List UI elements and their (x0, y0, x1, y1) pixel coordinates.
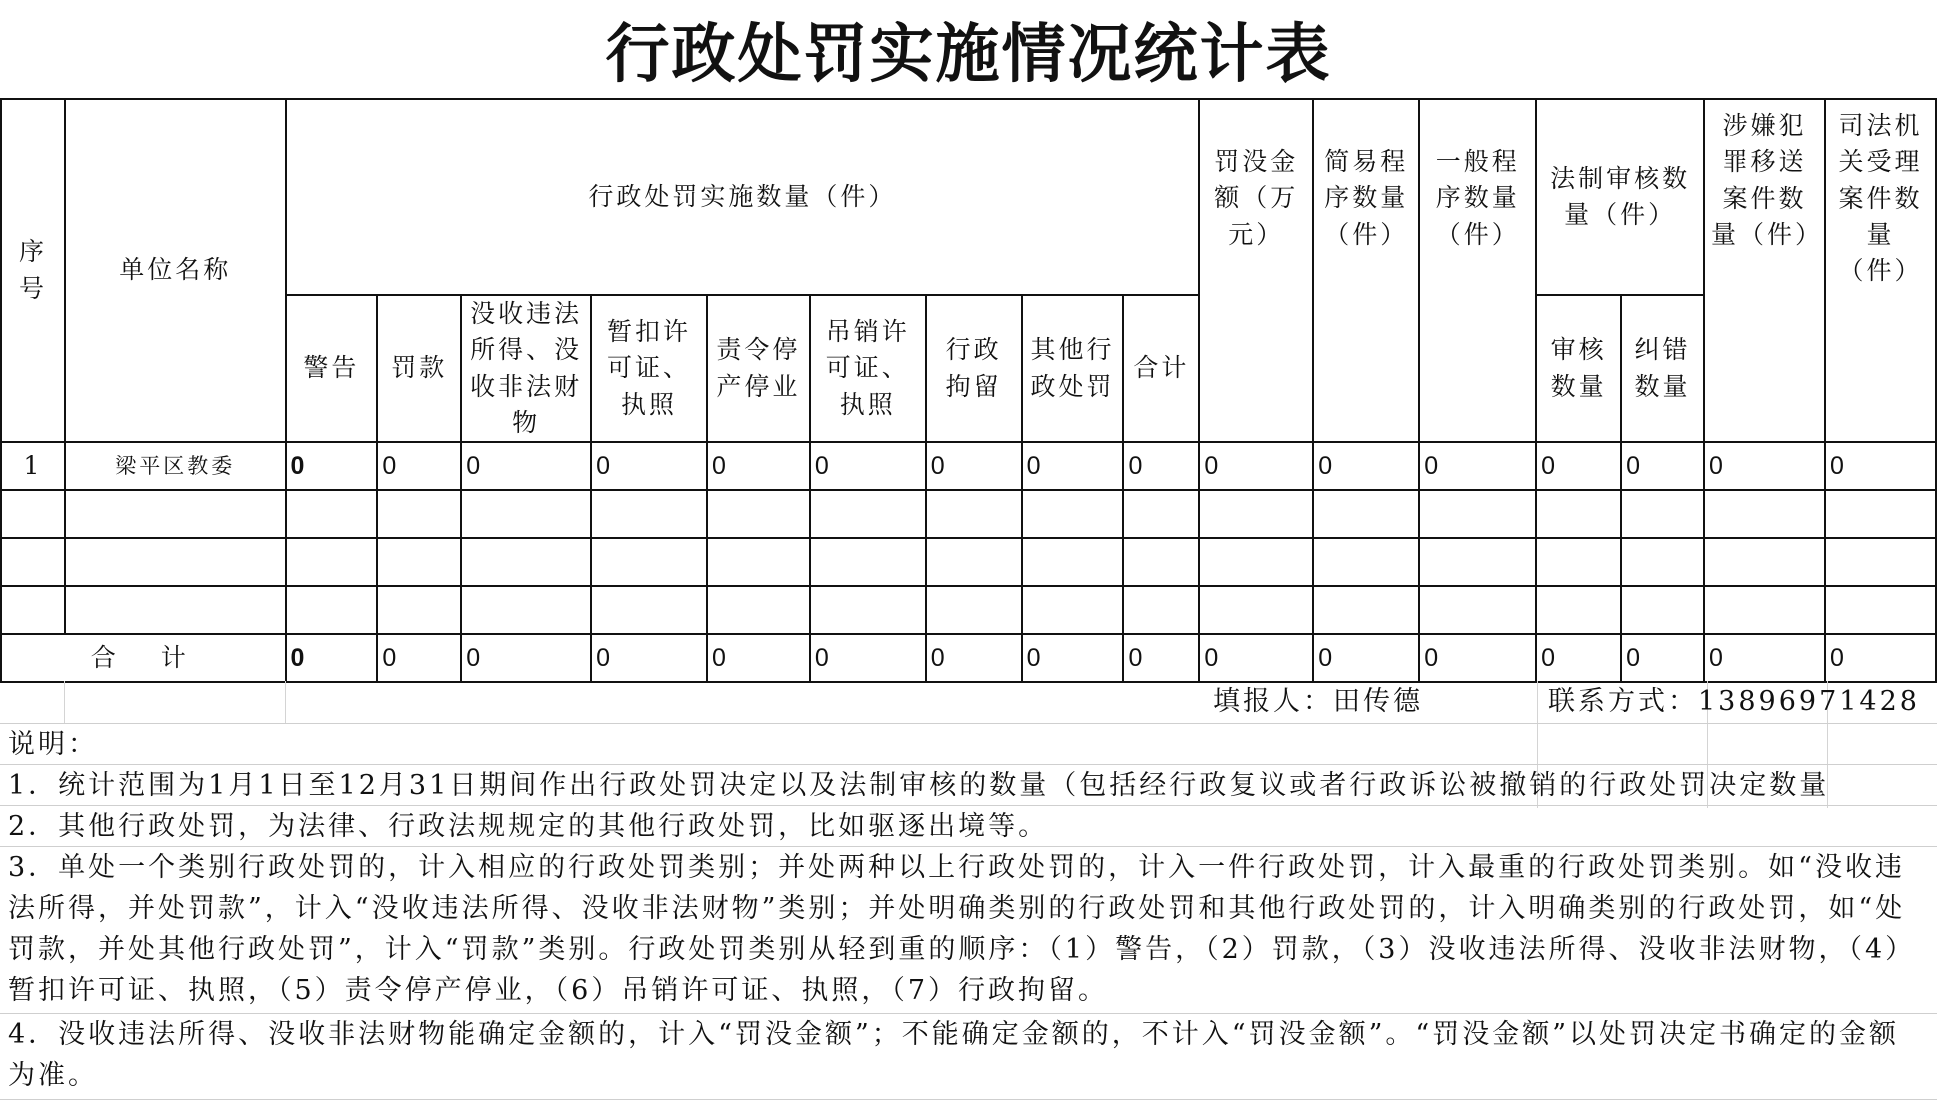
cell-value: 0 (1313, 634, 1419, 682)
cell-value: 0 (1825, 442, 1936, 490)
cell-value: 0 (1313, 442, 1419, 490)
cell-value: 0 (286, 442, 378, 490)
note-3: 3．单处一个类别行政处罚的，计入相应的行政处罚类别；并处两种以上行政处罚的，计入一件行政处罚，计入最重的行政处罚类别。如“没收违法所得，并处罚款”，计入“没收违法所得、没收非法财物”类别；并处明确类别的行政处罚和其他行政处罚的，计入明确类别的行政处罚，如“处罚款，并处其他行政处罚”，计入“罚款”类别。行政处罚类别从轻到重的顺序：（1）警告，（2）罚款，（3）没收违法所得、没收非法财物，（4）暂扣许可证、执照，（5）责令停产停业，（6）吊销许可证、执照，（7）行政拘留。 (8, 852, 1916, 1006)
cell-value: 0 (461, 634, 591, 682)
cell-value: 0 (707, 634, 810, 682)
cell-value: 0 (1621, 442, 1704, 490)
cell-value: 0 (1536, 634, 1621, 682)
header-legal-review: 法制审核数量（件） (1536, 99, 1704, 295)
notes-title-row (0, 724, 1937, 765)
note-2: 2．其他行政处罚，为法律、行政法规规定的其他行政处罚，比如驱逐出境等。 (8, 811, 1049, 842)
cell-value: 0 (810, 442, 926, 490)
note-4: 4．没收违法所得、没收非法财物能确定金额的，计入“罚没金额”；不能确定金额的，不计入“罚没金额”。“罚没金额”以处罚决定书确定的金额为准。 (8, 1019, 1899, 1091)
cell-value: 0 (591, 442, 707, 490)
header-general: 一般程序数量（件） (1419, 99, 1536, 442)
table-row (1, 442, 1936, 490)
page-title: 行政处罚实施情况统计表 (0, 0, 1937, 99)
cell-value: 0 (926, 442, 1022, 490)
footer-notes (0, 681, 1937, 1100)
cell-value: 0 (1199, 442, 1313, 490)
header-other: 其他行政处罚 (1022, 295, 1124, 442)
note-row (0, 806, 1937, 847)
cell-value: 0 (591, 634, 707, 682)
header-order: 责令停产停业 (707, 295, 810, 442)
header-count-group: 行政处罚实施数量（件） (286, 99, 1200, 295)
note-1: 1．统计范围为1月1日至12月31日期间作出行政处罚决定以及法制审核的数量（包括经行政复议或者行政诉讼被撤销的行政处罚决定数量 (8, 770, 1830, 801)
cell-value: 0 (1536, 442, 1621, 490)
cell-value: 0 (286, 634, 378, 682)
table-row-total (1, 634, 1936, 682)
row1-unit: 梁平区教委 (65, 442, 286, 490)
cell-value: 0 (1704, 442, 1825, 490)
header-revoke: 吊销许可证、执照 (810, 295, 926, 442)
cell-value: 0 (1123, 442, 1199, 490)
header-confiscate: 没收违法所得、没收非法财物 (461, 295, 591, 442)
statistics-table (0, 98, 1937, 683)
table-row-empty (1, 586, 1936, 634)
total-label: 合 计 (1, 634, 286, 682)
header-suspend: 暂扣许可证、执照 (591, 295, 707, 442)
note-row (0, 765, 1937, 806)
cell-value: 0 (1199, 634, 1313, 682)
cell-value: 0 (810, 634, 926, 682)
cell-value: 0 (1022, 634, 1124, 682)
note-row (0, 1014, 1937, 1100)
header-crime: 涉嫌犯罪移送案件数量（件） (1704, 99, 1825, 442)
cell-value: 0 (1419, 634, 1536, 682)
table-row-empty (1, 538, 1936, 586)
header-detain: 行政拘留 (926, 295, 1022, 442)
header-unit: 单位名称 (65, 99, 286, 442)
header-seq: 序号 (1, 99, 65, 442)
header-judicial: 司法机关受理案件数量（件） (1825, 99, 1936, 442)
notes-title: 说明： (8, 729, 98, 760)
cell-value: 0 (1419, 442, 1536, 490)
cell-value: 0 (377, 634, 461, 682)
cell-value: 0 (461, 442, 591, 490)
cell-value: 0 (1825, 634, 1936, 682)
row1-seq: 1 (1, 442, 65, 490)
cell-value: 0 (926, 634, 1022, 682)
table-row-empty (1, 490, 1936, 538)
header-correct-count: 纠错数量 (1621, 295, 1704, 442)
cell-value: 0 (377, 442, 461, 490)
cell-value: 0 (1704, 634, 1825, 682)
contact-info: 联系方式：13896971428 (1548, 686, 1920, 717)
header-amount: 罚没金额（万元） (1199, 99, 1313, 442)
cell-value: 0 (707, 442, 810, 490)
header-total: 合计 (1123, 295, 1199, 442)
signature-row (0, 681, 1937, 724)
cell-value: 0 (1621, 634, 1704, 682)
header-fine: 罚款 (377, 295, 461, 442)
header-simple: 简易程序数量（件） (1313, 99, 1419, 442)
fill-by: 填报人：田传德 (1213, 686, 1423, 717)
cell-value: 0 (1022, 442, 1124, 490)
note-row (0, 847, 1937, 1014)
header-review-count: 审核数量 (1536, 295, 1621, 442)
header-warning: 警告 (286, 295, 378, 442)
cell-value: 0 (1123, 634, 1199, 682)
